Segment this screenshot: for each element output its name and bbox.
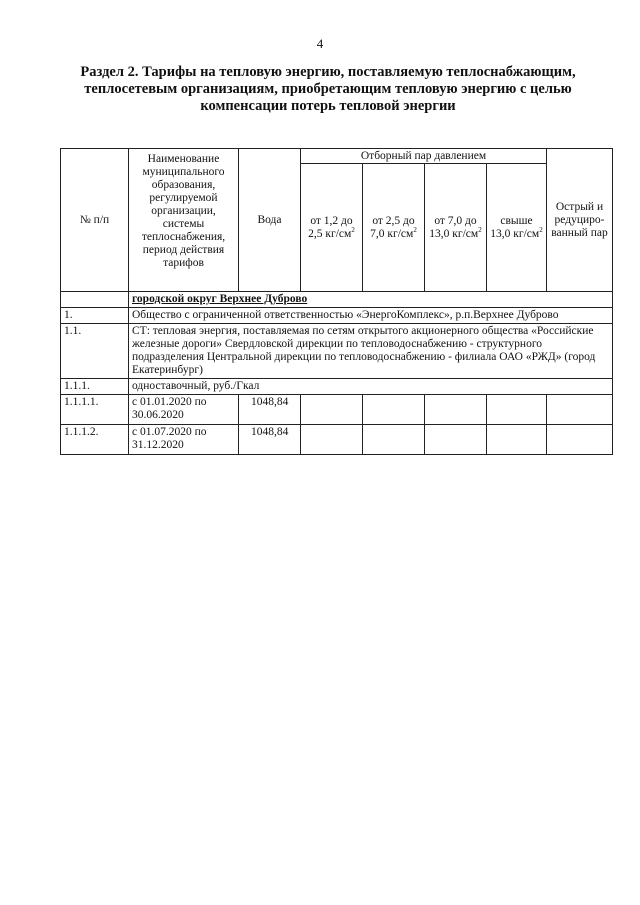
table-row-system [61, 324, 613, 379]
section-heading [78, 64, 578, 115]
header-steam-group: Отборный пар давлением [301, 149, 547, 164]
period-empty-cell [425, 395, 487, 425]
period-empty-cell [363, 395, 425, 425]
period-water-tariff: 1048,84 [239, 395, 301, 425]
tariff-type-name: одноставочный, руб./Гкал [129, 379, 613, 395]
region-num-cell [61, 292, 129, 308]
period-empty-cell [547, 395, 613, 425]
header-sharp-steam: Острый и редуциро-ванный пар [547, 149, 613, 292]
period-range: с 01.07.2020 по 31.12.2020 [129, 425, 239, 455]
org-num: 1. [61, 308, 129, 324]
period-empty-cell [487, 425, 547, 455]
header-pressure-1: от 1,2 до 2,5 $кг/см^2$ [301, 164, 363, 292]
table-row-tariff-type [61, 379, 613, 395]
region-label: городской округ Верхнее Дуброво [129, 292, 613, 308]
tariff-table [60, 148, 613, 455]
heading-line-2: теплосетевым организациям, приобретающим тепловую энергию с целью [84, 81, 572, 97]
table-header-row-1 [61, 149, 613, 164]
org-name: Общество с ограниченной ответственностью «ЭнергоКомплекс», р.п.Верхнее Дуброво [129, 308, 613, 324]
period-empty-cell [301, 395, 363, 425]
header-pressure-2: от 2,5 до 7,0 $кг/см^2$ [363, 164, 425, 292]
table-row-org [61, 308, 613, 324]
heading-line-3: компенсации потерь тепловой энергии [200, 98, 456, 114]
period-water-tariff: 1048,84 [239, 425, 301, 455]
header-num: № п/п [61, 149, 129, 292]
tariff-type-num: 1.1.1. [61, 379, 129, 395]
table-row-period [61, 425, 613, 455]
period-empty-cell [487, 395, 547, 425]
period-empty-cell [547, 425, 613, 455]
system-name: СТ: тепловая энергия, поставляемая по сетям открытого акционерного общества «Российские железные дороги» Свердловской дирекции по тепловодоснабжению - структурного подразделения Центральной дирекции по тепловодоснабжению - филиала ОАО «РЖД» (город Екатеринбург) [129, 324, 613, 379]
period-empty-cell [301, 425, 363, 455]
period-range: с 01.01.2020 по 30.06.2020 [129, 395, 239, 425]
table-row-region [61, 292, 613, 308]
header-pressure-3: от 7,0 до 13,0 $кг/см^2$ [425, 164, 487, 292]
header-name: Наименование муниципального образования, регулируемой организации, системы теплоснабжения, период действия тарифов [129, 149, 239, 292]
heading-line-1: Раздел 2. Тарифы на тепловую энергию, поставляемую теплоснабжающим, [80, 64, 576, 80]
period-num: 1.1.1.2. [61, 425, 129, 455]
header-pressure-4: свыше 13,0 $кг/см^2$ [487, 164, 547, 292]
period-empty-cell [363, 425, 425, 455]
table-row-period [61, 395, 613, 425]
page-number: 4 [316, 36, 324, 51]
period-empty-cell [425, 425, 487, 455]
period-num: 1.1.1.1. [61, 395, 129, 425]
header-water: Вода [239, 149, 301, 292]
system-num: 1.1. [61, 324, 129, 379]
